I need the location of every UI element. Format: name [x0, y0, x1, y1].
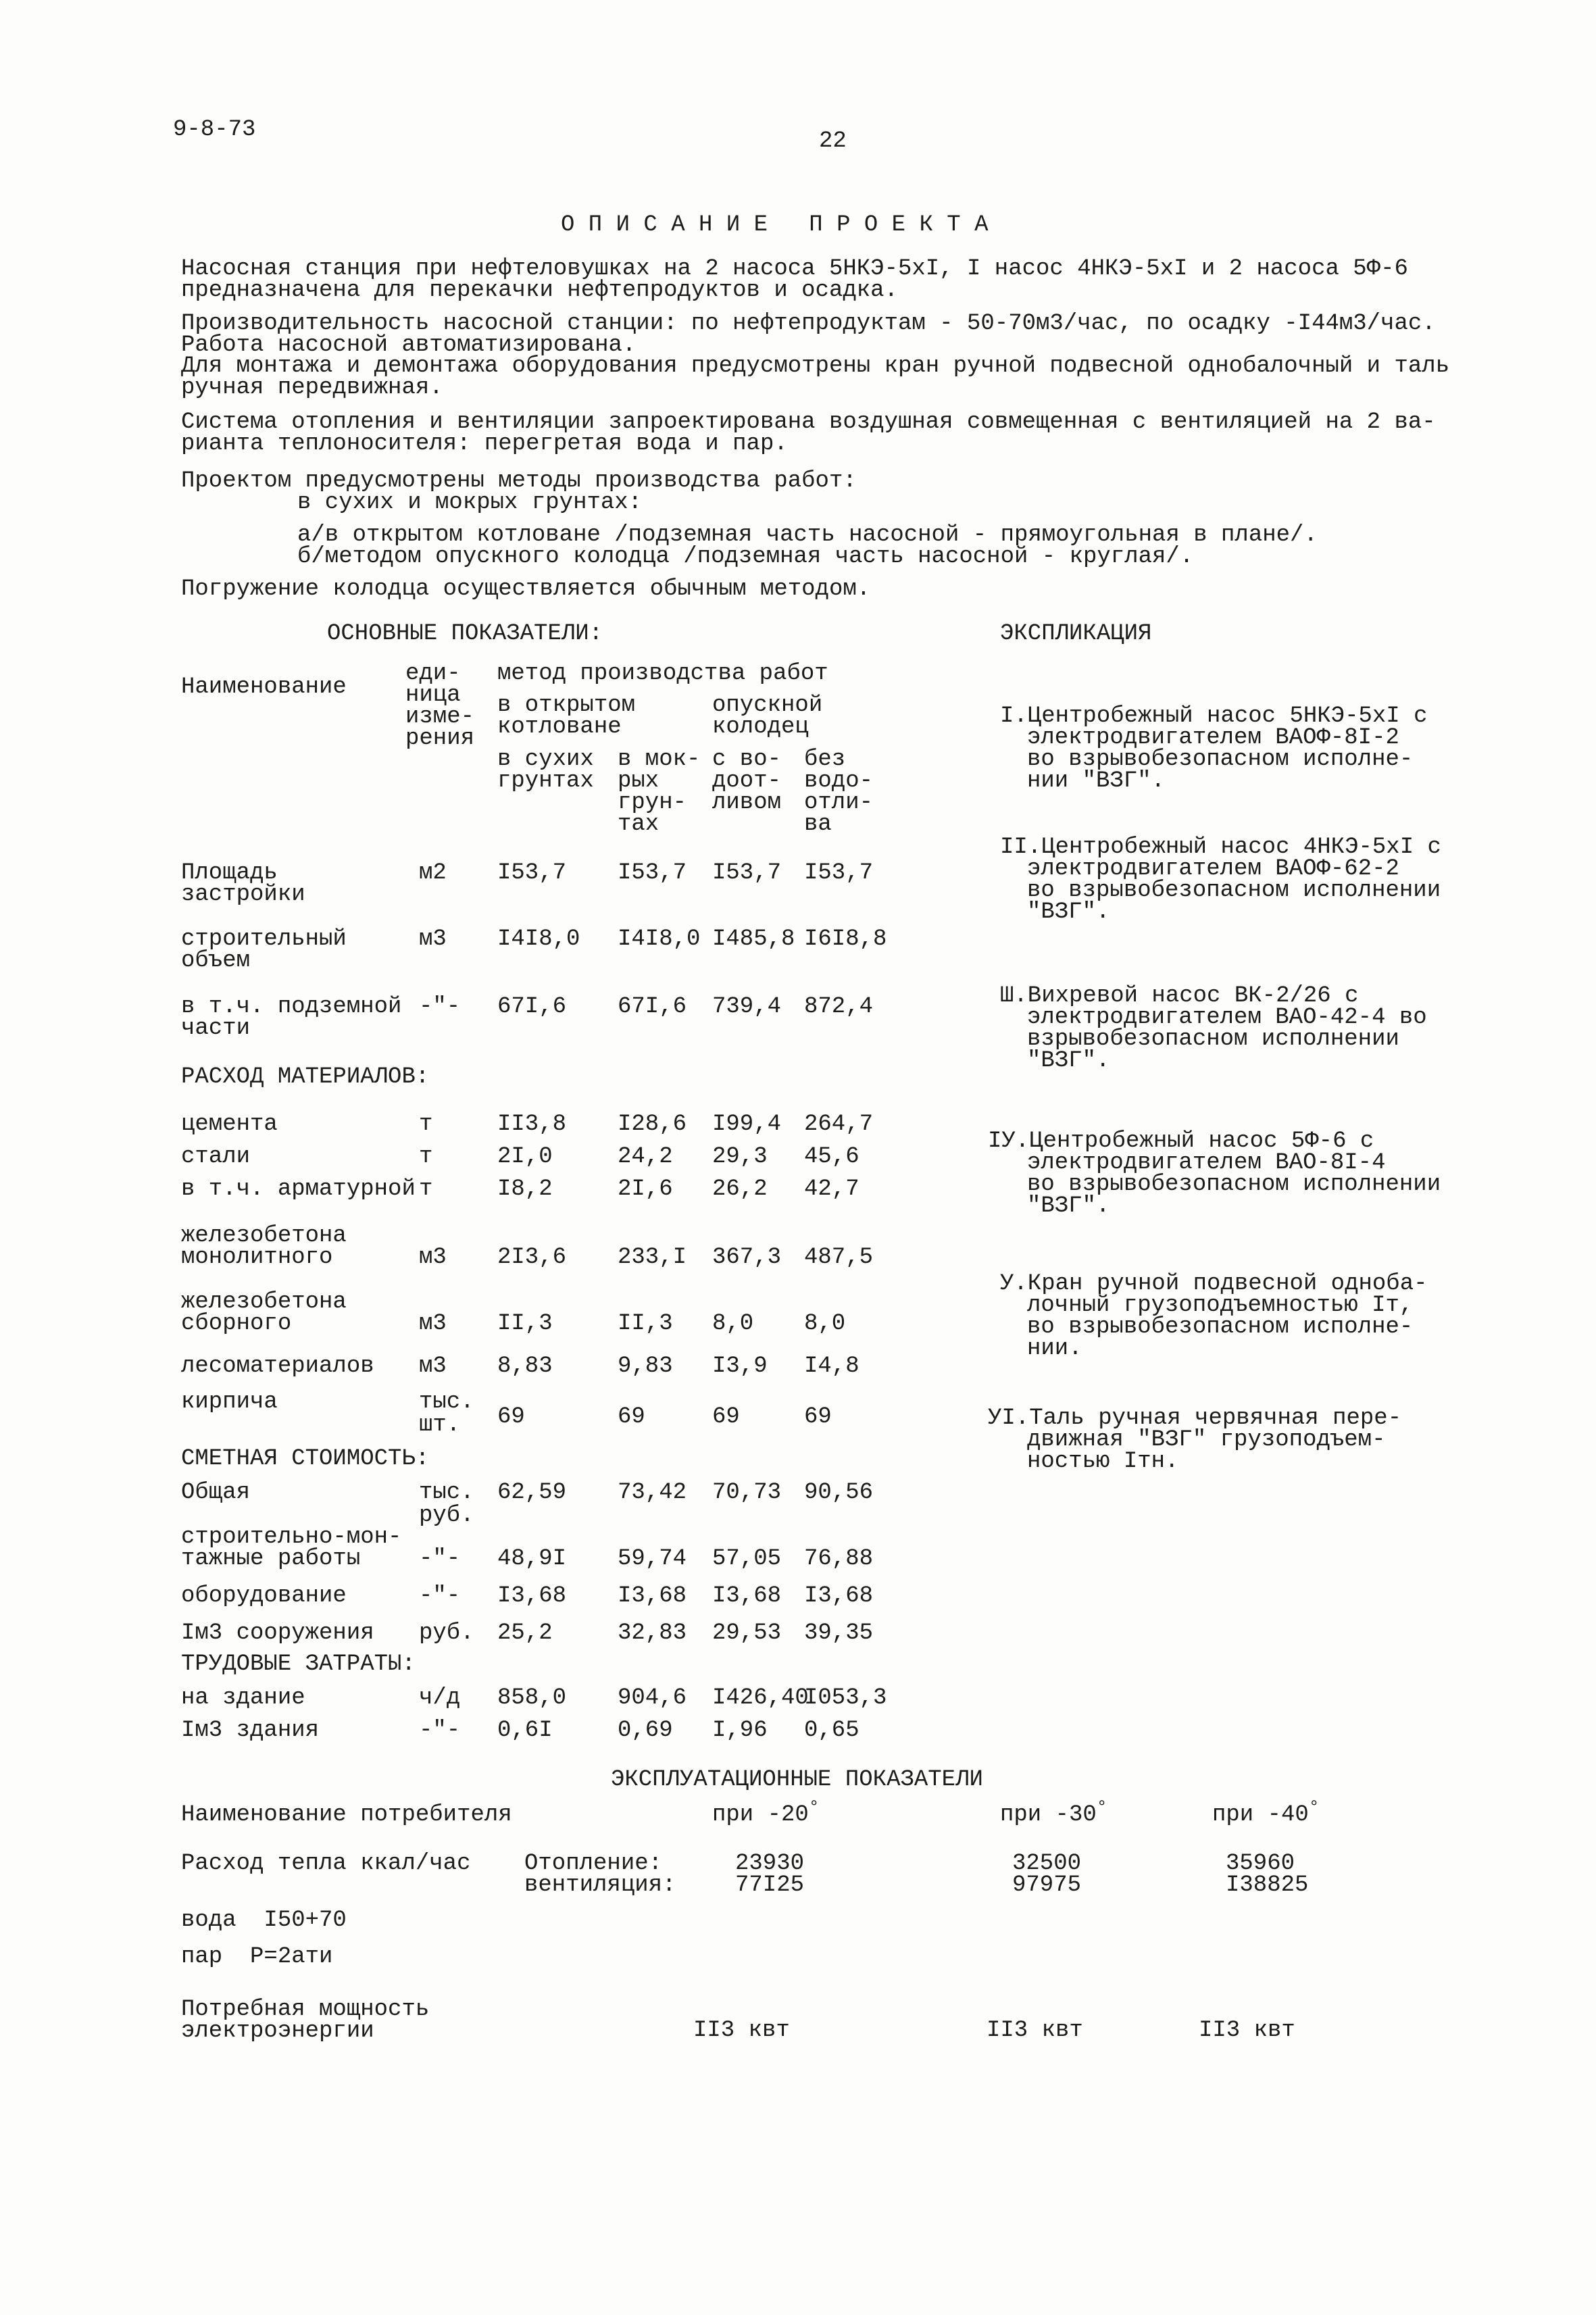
row-value: 70,73: [712, 1480, 782, 1505]
row-value: 2I,6: [618, 1176, 673, 1202]
explication-line: во взрывобезопасном исполнении: [1027, 1172, 1441, 1197]
header-name: Наименование: [181, 674, 347, 700]
explication-line: электродвигателем ВАОФ-8I-2: [1027, 725, 1399, 751]
row-name: части: [181, 1016, 251, 1041]
explication-line: во взрывобезопасном исполне-: [1027, 1314, 1414, 1340]
row-value: 59,74: [618, 1546, 687, 1572]
explication-line: УI.Таль ручная червячная пере-: [988, 1405, 1402, 1431]
degree-mark: °: [1308, 1797, 1320, 1818]
explication-line: ностью Iтн.: [1027, 1449, 1179, 1474]
explication-line: У.Кран ручной подвесной одноба-: [1000, 1271, 1428, 1297]
row-value: 233,I: [618, 1245, 687, 1270]
header-unit-line: ница: [405, 682, 461, 708]
section-heading: ТРУДОВЫЕ ЗАТРАТЫ:: [181, 1651, 416, 1677]
explication-line: электродвигателем ВАО-8I-4: [1027, 1150, 1386, 1176]
row-value: I28,6: [618, 1112, 687, 1137]
intro-line: а/в открытом котловане /подземная часть насосной - прямоугольная в плане/.: [297, 522, 1318, 548]
row-value: 0,6I: [497, 1718, 553, 1743]
header-dry: в сухих: [497, 747, 594, 772]
section-heading: РАСХОД МАТЕРИАЛОВ:: [181, 1064, 430, 1090]
header-method: метод производства работ: [497, 661, 828, 687]
power-label: электроэнергии: [181, 2018, 374, 2044]
header-no-dewatering: без: [804, 747, 846, 772]
row-unit: м3: [419, 1245, 447, 1270]
row-value: 48,9I: [497, 1546, 567, 1572]
row-value: 90,56: [804, 1480, 874, 1505]
row-name: тажные работы: [181, 1546, 361, 1572]
row-unit: т: [419, 1112, 433, 1137]
row-name: на здание: [181, 1685, 305, 1711]
heating-value: 23930: [735, 1851, 805, 1876]
ventilation-value: 77I25: [735, 1872, 805, 1898]
row-value: 69: [804, 1404, 832, 1430]
row-value: 858,0: [497, 1685, 567, 1711]
row-value: I3,9: [712, 1353, 768, 1379]
row-unit: м3: [419, 1353, 447, 1379]
row-unit: -"-: [419, 1583, 461, 1609]
row-unit: -"-: [419, 994, 461, 1020]
intro-line: б/методом опускного колодца /подземная часть насосной - круглая/.: [297, 544, 1194, 570]
row-unit: -"-: [419, 1718, 461, 1743]
explication-line: "ВЗГ".: [1027, 1193, 1110, 1219]
row-value: II,3: [618, 1311, 673, 1337]
row-value: I4,8: [804, 1353, 859, 1379]
row-value: 2I,0: [497, 1144, 553, 1170]
row-value: 367,3: [712, 1245, 782, 1270]
row-value: 8,83: [497, 1353, 553, 1379]
row-value: 73,42: [618, 1480, 687, 1505]
header-caisson: опускной: [712, 693, 823, 718]
row-unit: т: [419, 1144, 433, 1170]
explication-line: движная "ВЗГ" грузоподъем-: [1027, 1427, 1386, 1453]
header-wet: грун-: [618, 790, 687, 816]
intro-line: Система отопления и вентиляции запроектирована воздушная совмещенная с вентиляцией на 2 ва-: [181, 409, 1436, 435]
operational-heading: ЭКСПЛУАТАЦИОННЫЕ ПОКАЗАТЕЛИ: [611, 1767, 983, 1793]
header-wet: рых: [618, 768, 659, 794]
temp-column: [1000, 1797, 1107, 1828]
row-value: I53,7: [804, 860, 874, 886]
intro-line: Проектом предусмотрены методы производства работ:: [181, 468, 857, 494]
row-value: I053,3: [804, 1685, 887, 1711]
explication-line: взрывобезопасном исполнении: [1027, 1026, 1399, 1052]
power-value: II3 квт: [987, 2018, 1083, 2043]
row-value: I3,68: [497, 1583, 567, 1609]
row-unit: т: [419, 1176, 433, 1202]
row-name: строительно-мон-: [181, 1524, 402, 1550]
header-dry: грунтах: [497, 768, 594, 794]
row-name: Площадь: [181, 860, 278, 886]
row-value: 45,6: [804, 1144, 859, 1170]
page-number: 22: [819, 128, 847, 154]
row-name: железобетона: [181, 1289, 347, 1315]
header-caisson: колодец: [712, 714, 809, 740]
row-value: 8,0: [712, 1311, 754, 1337]
row-value: I3,68: [712, 1583, 782, 1609]
header-no-dewatering: ва: [804, 812, 832, 837]
intro-line: Работа насосной автоматизирована.: [181, 332, 637, 358]
row-name: Iм3 здания: [181, 1718, 320, 1743]
row-unit: м2: [419, 860, 447, 886]
intro-line: Производительность насосной станции: по нефтепродуктам - 50-70м3/час, по осадку -I44м3/час.: [181, 311, 1436, 337]
explication-line: во взрывобезопасном исполнении: [1027, 878, 1441, 903]
row-unit: -"-: [419, 1546, 461, 1572]
temp-label: при -30: [1000, 1802, 1097, 1828]
row-value: 264,7: [804, 1112, 874, 1137]
row-value: II3,8: [497, 1112, 567, 1137]
row-value: I99,4: [712, 1112, 782, 1137]
row-name: железобетона: [181, 1223, 347, 1249]
row-name: Iм3 сооружения: [181, 1620, 374, 1646]
heating-value: 32500: [1012, 1851, 1082, 1876]
heating-label: Отопление:: [524, 1851, 663, 1876]
row-value: 25,2: [497, 1620, 553, 1646]
row-value: 29,3: [712, 1144, 768, 1170]
row-value: I8,2: [497, 1176, 553, 1202]
intro-line: Насосная станция при нефтеловушках на 2 насоса 5НКЭ-5хI, I насос 4НКЭ-5хI и 2 насоса 5Ф-6: [181, 256, 1408, 282]
row-value: 2I3,6: [497, 1245, 567, 1270]
water-label: вода I50+70: [181, 1908, 347, 1933]
row-value: 32,83: [618, 1620, 687, 1646]
explication-line: "ВЗГ".: [1027, 1048, 1110, 1074]
row-value: 29,53: [712, 1620, 782, 1646]
row-value: 24,2: [618, 1144, 673, 1170]
header-with-dewatering: доот-: [712, 768, 782, 794]
row-name: монолитного: [181, 1245, 333, 1270]
explication-line: нии.: [1027, 1336, 1082, 1362]
power-value: II3 квт: [693, 2018, 790, 2043]
explication-line: I.Центробежный насос 5НКЭ-5хI с: [1000, 703, 1428, 729]
steam-label: пар Р=2ати: [181, 1944, 333, 1970]
explication-line: электродвигателем ВАОФ-62-2: [1027, 856, 1399, 882]
row-value: 0,65: [804, 1718, 859, 1743]
row-value: 39,35: [804, 1620, 874, 1646]
explication-line: во взрывобезопасном исполне-: [1027, 747, 1414, 772]
section-heading: СМЕТНАЯ СТОИМОСТЬ:: [181, 1446, 430, 1472]
explication-line: Ш.Вихревой насос ВК-2/26 с: [1000, 983, 1359, 1009]
temp-column: [1212, 1797, 1320, 1828]
row-unit: руб.: [419, 1620, 474, 1646]
header-wet: тах: [618, 812, 659, 837]
row-value: 739,4: [712, 994, 782, 1020]
row-unit: м3: [419, 926, 447, 952]
row-value: I485,8: [712, 926, 795, 952]
document-code: 9-8-73: [173, 117, 256, 143]
degree-mark: °: [808, 1797, 820, 1818]
page-title: О П И С А Н И Е П Р О Е К Т А: [561, 212, 989, 238]
explication-line: лочный грузоподъемностью Iт,: [1027, 1293, 1414, 1318]
power-label: Потребная мощность: [181, 1997, 430, 2022]
row-value: I426,40: [712, 1685, 809, 1711]
row-name: застройки: [181, 882, 305, 907]
consumer-label: Наименование потребителя: [181, 1802, 512, 1828]
explication-line: II.Центробежный насос 4НКЭ-5хI с: [1000, 835, 1441, 860]
row-name: Общая: [181, 1480, 251, 1505]
row-name: строительный: [181, 926, 347, 952]
header-open-pit: в открытом: [497, 693, 636, 718]
row-name: в т.ч. подземной: [181, 994, 402, 1020]
row-value: 57,05: [712, 1546, 782, 1572]
row-name: цемента: [181, 1112, 278, 1137]
explication-heading: ЭКСПЛИКАЦИЯ: [1000, 621, 1152, 647]
row-unit: тыс. руб.: [419, 1480, 474, 1528]
row-value: 26,2: [712, 1176, 768, 1202]
row-unit: тыс. шт.: [419, 1389, 474, 1438]
row-unit: ч/д: [419, 1685, 461, 1711]
row-value: I53,7: [618, 860, 687, 886]
header-unit-line: изме-: [405, 704, 475, 730]
row-name: сборного: [181, 1311, 292, 1337]
row-name: объем: [181, 948, 251, 974]
header-with-dewatering: ливом: [712, 790, 782, 816]
intro-line: в сухих и мокрых грунтах:: [297, 490, 643, 516]
intro-line: рианта теплоносителя: перегретая вода и пар.: [181, 431, 788, 457]
row-value: 69: [712, 1404, 740, 1430]
row-value: I6I8,8: [804, 926, 887, 952]
header-unit-line: еди-: [405, 661, 461, 687]
row-value: 69: [618, 1404, 645, 1430]
row-value: 67I,6: [618, 994, 687, 1020]
indicators-heading: ОСНОВНЫЕ ПОКАЗАТЕЛИ:: [327, 621, 603, 647]
explication-line: IУ.Центробежный насос 5Ф-6 с: [988, 1128, 1374, 1154]
intro-line: предназначена для перекачки нефтепродуктов и осадка.: [181, 278, 898, 303]
row-value: 9,83: [618, 1353, 673, 1379]
intro-line: Погружение колодца осуществляется обычным методом.: [181, 576, 871, 602]
row-value: 69: [497, 1404, 525, 1430]
row-name: в т.ч. арматурной: [181, 1176, 416, 1202]
row-name: стали: [181, 1144, 251, 1170]
row-value: 487,5: [804, 1245, 874, 1270]
header-with-dewatering: с во-: [712, 747, 782, 772]
row-value: I53,7: [497, 860, 567, 886]
row-value: 8,0: [804, 1311, 846, 1337]
row-value: II,3: [497, 1311, 553, 1337]
temp-column: [712, 1797, 820, 1828]
explication-line: электродвигателем ВАО-42-4 во: [1027, 1005, 1427, 1030]
power-value: II3 квт: [1199, 2018, 1295, 2043]
row-unit: м3: [419, 1311, 447, 1337]
row-name: лесоматериалов: [181, 1353, 374, 1379]
intro-line: Для монтажа и демонтажа оборудования предусмотрены кран ручной подвесной однобалочный и таль: [181, 353, 1450, 379]
row-value: 0,69: [618, 1718, 673, 1743]
row-name: кирпича: [181, 1389, 278, 1415]
row-value: I4I8,0: [618, 926, 701, 952]
ventilation-label: вентиляция:: [524, 1872, 676, 1898]
ventilation-value: 97975: [1012, 1872, 1082, 1898]
header-unit-line: рения: [405, 726, 475, 751]
explication-line: нии "ВЗГ".: [1027, 768, 1166, 794]
row-value: I4I8,0: [497, 926, 580, 952]
row-value: 42,7: [804, 1176, 859, 1202]
row-value: I53,7: [712, 860, 782, 886]
row-value: 67I,6: [497, 994, 567, 1020]
ventilation-value: I38825: [1226, 1872, 1309, 1898]
row-value: I3,68: [618, 1583, 687, 1609]
header-wet: в мок-: [618, 747, 701, 772]
row-value: I3,68: [804, 1583, 874, 1609]
row-value: 872,4: [804, 994, 874, 1020]
row-value: 76,88: [804, 1546, 874, 1572]
temp-label: при -40: [1212, 1802, 1309, 1828]
header-open-pit: котловане: [497, 714, 622, 740]
heating-value: 35960: [1226, 1851, 1295, 1876]
temp-label: при -20: [712, 1802, 809, 1828]
header-no-dewatering: отли-: [804, 790, 874, 816]
heat-consumption-label: Расход тепла ккал/час: [181, 1851, 471, 1876]
row-value: I,96: [712, 1718, 768, 1743]
header-no-dewatering: водо-: [804, 768, 874, 794]
intro-line: ручная передвижная.: [181, 375, 443, 401]
row-name: оборудование: [181, 1583, 347, 1609]
row-value: 62,59: [497, 1480, 567, 1505]
degree-mark: °: [1096, 1797, 1107, 1818]
explication-line: "ВЗГ".: [1027, 899, 1110, 925]
row-value: 904,6: [618, 1685, 687, 1711]
